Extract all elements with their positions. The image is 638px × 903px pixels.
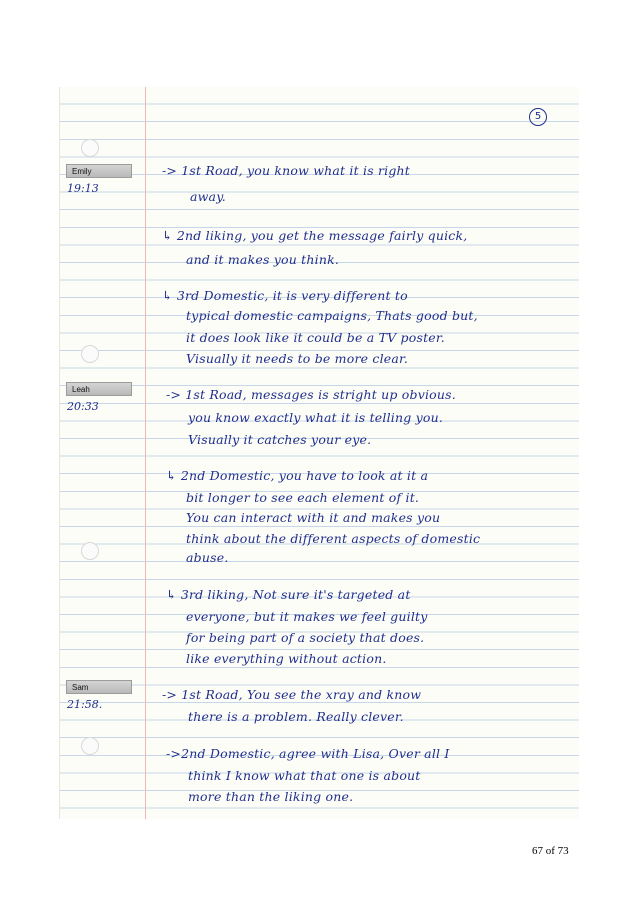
handwritten-line: like everything without action. <box>186 651 387 666</box>
participant-tag-sam: Sam <box>66 680 132 694</box>
participant-tag-emily: Emily <box>66 164 132 178</box>
handwritten-line: -> 1st Road, you know what it is right <box>162 163 411 178</box>
handwritten-line: typical domestic campaigns, Thats good but, <box>186 308 478 323</box>
page-number: 67 of 73 <box>532 845 569 857</box>
circled-page-number: 5 <box>529 108 547 126</box>
handwritten-line: ↳ 2nd Domestic, you have to look at it a <box>166 468 429 483</box>
punch-hole <box>81 139 99 157</box>
handwritten-line: everyone, but it makes we feel guilty <box>186 609 428 624</box>
margin-line <box>145 87 146 819</box>
handwritten-line: ->2nd Domestic, agree with Lisa, Over all I <box>166 746 450 761</box>
handwritten-line: think about the different aspects of domestic <box>186 531 481 546</box>
handwritten-line: there is a problem. Really clever. <box>188 709 404 724</box>
lined-notebook-page <box>59 87 579 819</box>
handwritten-line: ↳ 2nd liking, you get the message fairly quick, <box>162 228 468 243</box>
handwritten-line: -> 1st Road, You see the xray and know <box>162 687 422 702</box>
punch-hole <box>81 345 99 363</box>
handwritten-line: -> 1st Road, messages is stright up obvious. <box>166 387 456 402</box>
handwritten-line: for being part of a society that does. <box>186 630 425 645</box>
handwritten-line: it does look like it could be a TV poster. <box>186 330 445 345</box>
timestamp-sam: 21:58. <box>67 698 103 711</box>
handwritten-line: Visually it needs to be more clear. <box>186 351 409 366</box>
handwritten-line: and it makes you think. <box>186 252 340 267</box>
handwritten-line: abuse. <box>186 550 229 565</box>
handwritten-line: ↳ 3rd liking, Not sure it's targeted at <box>166 587 411 602</box>
timestamp-emily: 19:13 <box>67 182 99 195</box>
punch-hole <box>81 737 99 755</box>
handwritten-line: you know exactly what it is telling you. <box>188 410 444 425</box>
handwritten-line: Visually it catches your eye. <box>188 432 372 447</box>
handwritten-line: more than the liking one. <box>188 789 354 804</box>
handwritten-line: ↳ 3rd Domestic, it is very different to <box>162 288 408 303</box>
timestamp-leah: 20:33 <box>67 400 99 413</box>
handwritten-line: think I know what that one is about <box>188 768 421 783</box>
punch-hole <box>81 542 99 560</box>
handwritten-line: You can interact with it and makes you <box>186 510 441 525</box>
handwritten-line: bit longer to see each element of it. <box>186 490 420 505</box>
participant-tag-leah: Leah <box>66 382 132 396</box>
handwritten-line: away. <box>190 189 226 204</box>
